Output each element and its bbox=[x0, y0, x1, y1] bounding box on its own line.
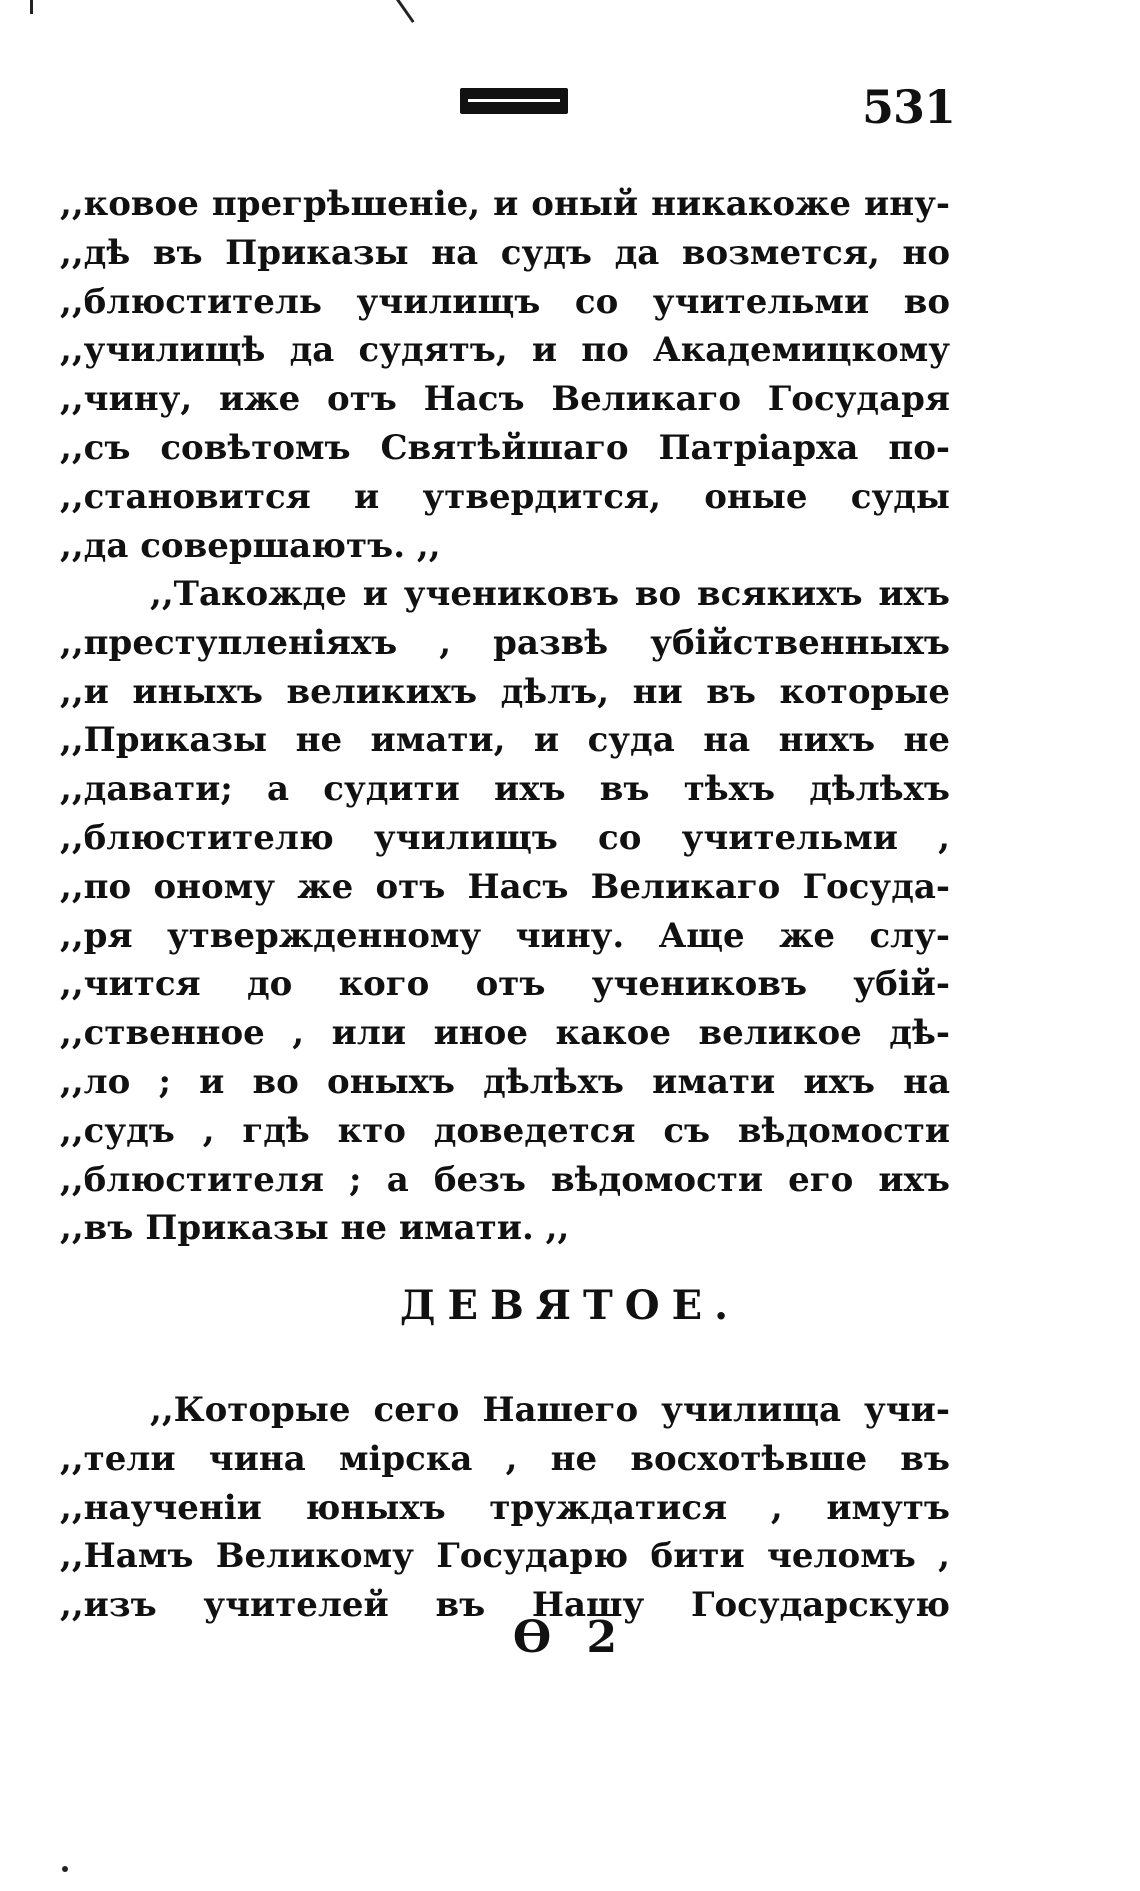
text-line: ,,по оному же отъ Насъ Великаго Госуда- bbox=[60, 866, 950, 907]
text-line: ,,чится до кого отъ учениковъ убій- bbox=[60, 964, 950, 1005]
text-line: ,,блюститель училищъ со учительми во bbox=[60, 281, 950, 322]
text-line: ,,изъ учителей въ Нашу Государскую bbox=[60, 1585, 950, 1626]
paragraph-2 bbox=[60, 570, 950, 1253]
text-line: ,,Намъ Великому Государю бити челомъ , bbox=[60, 1536, 950, 1577]
text-line: ,,ря утвержденному чину. Аще же слу- bbox=[60, 915, 950, 956]
text-line: ,,преступленіяхъ , развѣ убійственныхъ bbox=[60, 622, 950, 663]
scan-speck bbox=[62, 1866, 68, 1872]
text-line: ,,въ Приказы не имати. ,, bbox=[60, 1208, 570, 1249]
text-line: ,,блюстителю училищъ со учительми , bbox=[60, 817, 950, 858]
scan-mark-top-center bbox=[396, 0, 415, 23]
text-line: ,,дѣ въ Приказы на судъ да возмется, но bbox=[60, 232, 950, 273]
text-line: ,,ковое прегрѣшеніе, и оный никакоже ину- bbox=[60, 184, 950, 224]
text-line: ,,становится и утвердится, оные суды bbox=[60, 476, 950, 517]
header-ornament-rule bbox=[460, 88, 568, 114]
text-line: ,,наученіи юныхъ труждатися , имутъ bbox=[60, 1487, 950, 1528]
text-line: ,,блюстителя ; а безъ вѣдомости его ихъ bbox=[60, 1159, 950, 1200]
text-line: ,,ло ; и во оныхъ дѣлѣхъ имати ихъ на bbox=[60, 1061, 950, 1102]
text-line: ,,училищѣ да судятъ, и по Академицкому bbox=[60, 330, 950, 371]
section-heading: ДЕВЯТОЕ. bbox=[399, 1282, 741, 1329]
text-line: ,,да совершаютъ. ,, bbox=[60, 525, 441, 566]
paragraph-1 bbox=[60, 180, 950, 570]
paragraph-3 bbox=[60, 1386, 950, 1630]
text-line: ,,ственное , или иное какое великое дѣ- bbox=[60, 1013, 950, 1054]
page-number: 531 bbox=[862, 80, 956, 134]
text-line: ,,давати; а судити ихъ въ тѣхъ дѣлѣхъ bbox=[60, 769, 950, 810]
text-line: ,,судъ , гдѣ кто доведется съ вѣдомости bbox=[60, 1110, 950, 1151]
text-line: ,,тели чина мірска , не восхотѣвше въ bbox=[60, 1438, 950, 1479]
signature-mark: Ѳ 2 bbox=[512, 1612, 628, 1663]
text-line: ,,Которые сего Нашего училища учи- bbox=[150, 1390, 950, 1430]
text-line: ,,Приказы не имати, и суда на нихъ не bbox=[60, 720, 950, 761]
scan-mark-top-left bbox=[30, 0, 33, 14]
text-line: ,,съ совѣтомъ Святѣйшаго Патріарха по- bbox=[60, 427, 950, 468]
text-line: ,,и иныхъ великихъ дѣлъ, ни въ которые bbox=[60, 671, 950, 712]
text-line: ,,Такожде и учениковъ во всякихъ ихъ bbox=[150, 574, 950, 614]
text-line: ,,чину, иже отъ Насъ Великаго Государя bbox=[60, 379, 950, 420]
